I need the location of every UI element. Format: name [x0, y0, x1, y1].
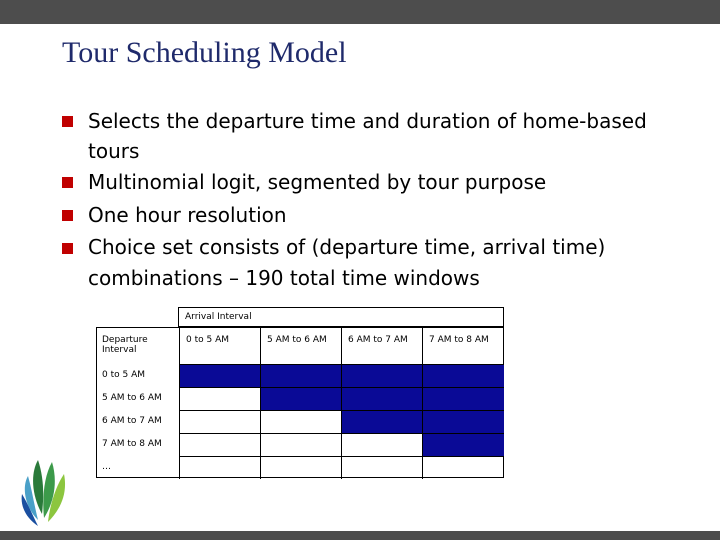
empty-window-cell	[180, 456, 261, 479]
square-bullet-icon	[62, 243, 73, 254]
valid-window-cell	[423, 387, 504, 410]
departure-row-label: 0 to 5 AM	[97, 364, 180, 387]
valid-window-cell	[342, 364, 423, 387]
bullet-item	[62, 166, 702, 199]
bullet-item	[62, 199, 702, 232]
departure-row-label: …	[97, 456, 180, 479]
empty-window-cell	[261, 410, 342, 433]
bottom-bar	[0, 531, 720, 540]
valid-window-cell	[180, 364, 261, 387]
bullet-item	[62, 106, 702, 166]
bullet-text: One hour resolution	[88, 203, 287, 227]
valid-window-cell	[423, 410, 504, 433]
slide-title: Tour Scheduling Model	[62, 36, 347, 69]
empty-window-cell	[180, 433, 261, 456]
square-bullet-icon	[62, 177, 73, 188]
empty-window-cell	[261, 433, 342, 456]
square-bullet-icon	[62, 116, 73, 127]
valid-window-cell	[423, 433, 504, 456]
departure-row-label: 5 AM to 6 AM	[97, 387, 180, 410]
empty-window-cell	[342, 433, 423, 456]
empty-window-cell	[342, 456, 423, 479]
valid-window-cell	[261, 387, 342, 410]
departure-row-label: 7 AM to 8 AM	[97, 433, 180, 456]
departure-row-label: 6 AM to 7 AM	[97, 410, 180, 433]
arrival-column-header: 5 AM to 6 AM	[261, 328, 342, 364]
arrival-interval-header: Arrival Interval	[178, 307, 504, 327]
top-bar	[0, 0, 720, 24]
bullet-item	[62, 232, 702, 294]
square-bullet-icon	[62, 210, 73, 221]
arrival-column-header: 7 AM to 8 AM	[429, 335, 489, 345]
arrival-column-header: 6 AM to 7 AM	[342, 328, 423, 364]
leaf-logo-icon	[18, 456, 74, 528]
bullet-text: Selects the departure time and duration of home-based tours	[88, 109, 647, 163]
arrival-column-header: 0 to 5 AM	[180, 328, 261, 364]
time-window-table	[96, 327, 504, 478]
bullet-list	[62, 106, 702, 294]
valid-window-cell	[261, 364, 342, 387]
empty-window-cell	[180, 387, 261, 410]
valid-window-cell	[342, 387, 423, 410]
empty-window-cell	[180, 410, 261, 433]
bullet-text: Multinomial logit, segmented by tour purpose	[88, 170, 547, 194]
empty-window-cell	[261, 456, 342, 479]
valid-window-cell	[342, 410, 423, 433]
valid-window-cell	[423, 364, 504, 387]
bullet-text: Choice set consists of (departure time, arrival time) combinations – 190 total time windows	[88, 235, 606, 290]
departure-interval-corner: Departure Interval	[97, 328, 180, 364]
empty-window-cell	[423, 456, 504, 479]
